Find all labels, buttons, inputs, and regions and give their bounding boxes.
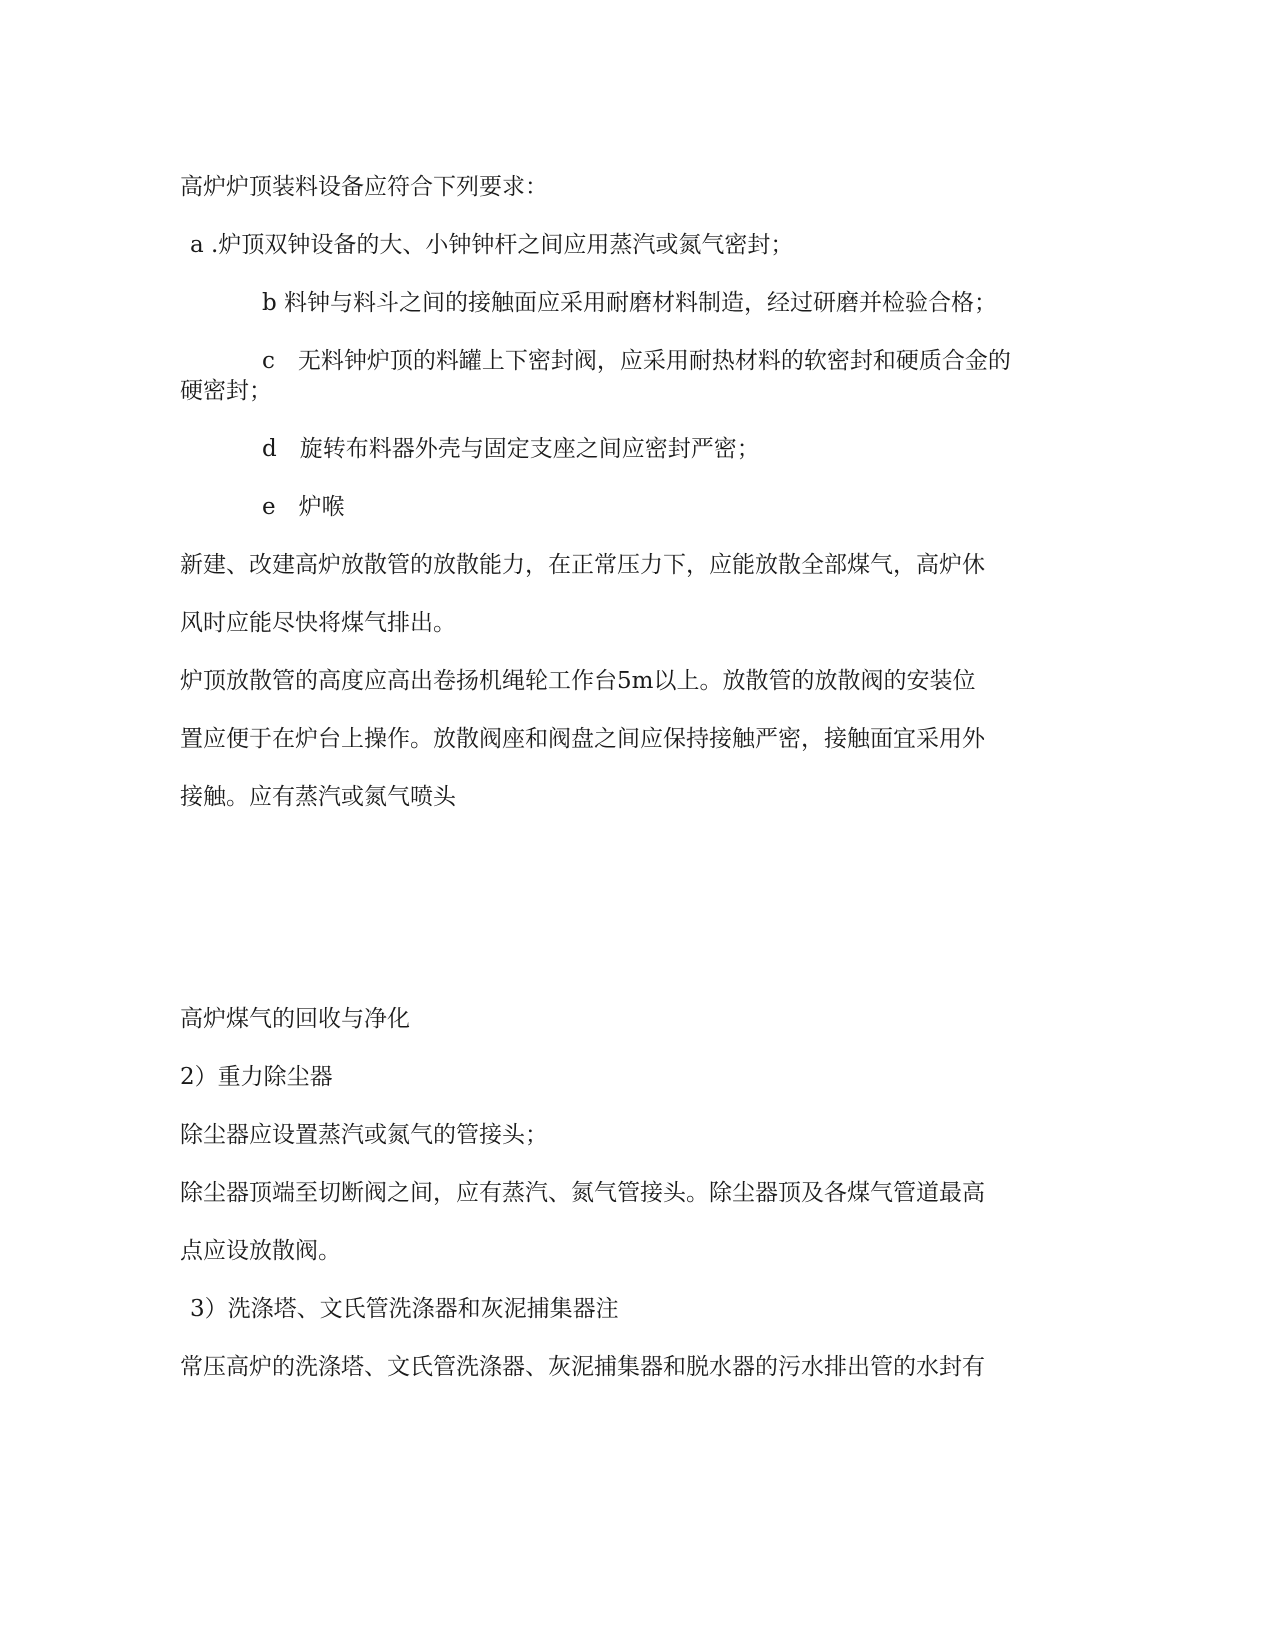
paragraph-line: 置应便于在炉台上操作。放散阀座和阀盘之间应保持接触严密，接触面宜采用外 [180,726,985,752]
list-item-a: a .炉顶双钟设备的大、小钟钟杆之间应用蒸汽或氮气密封； [190,232,794,258]
section-heading: 高炉煤气的回收与净化 [180,1006,410,1032]
paragraph-line: 除尘器应设置蒸汽或氮气的管接头； [180,1122,548,1148]
list-item-d: d 旋转布料器外壳与固定支座之间应密封严密； [262,436,760,462]
subsection-title: 2）重力除尘器 [180,1064,333,1090]
list-item-c-line2: 硬密封； [180,378,272,404]
list-item-c-line1: c 无料钟炉顶的料罐上下密封阀，应采用耐热材料的软密封和硬质合金的 [262,348,1011,374]
subsection-title: 3）洗涤塔、文氏管洗涤器和灰泥捕集器注 [190,1296,619,1322]
list-item-b: b 料钟与料斗之间的接触面应采用耐磨材料制造，经过研磨并检验合格； [262,290,998,316]
paragraph-line: 除尘器顶端至切断阀之间，应有蒸汽、氮气管接头。除尘器顶及各煤气管道最高 [180,1180,985,1206]
section-heading: 高炉炉顶装料设备应符合下列要求： [180,174,548,200]
paragraph-line: 炉顶放散管的高度应高出卷扬机绳轮工作台5m以上。放散管的放散阀的安装位 [180,668,976,694]
list-item-e: e 炉喉 [262,494,345,520]
paragraph-line: 风时应能尽快将煤气排出。 [180,610,456,636]
paragraph-line: 常压高炉的洗涤塔、文氏管洗涤器、灰泥捕集器和脱水器的污水排出管的水封有 [180,1354,985,1380]
paragraph-line: 新建、改建高炉放散管的放散能力，在正常压力下，应能放散全部煤气，高炉休 [180,552,985,578]
paragraph-line: 接触。应有蒸汽或氮气喷头 [180,784,456,810]
paragraph-line: 点应设放散阀。 [180,1238,341,1264]
